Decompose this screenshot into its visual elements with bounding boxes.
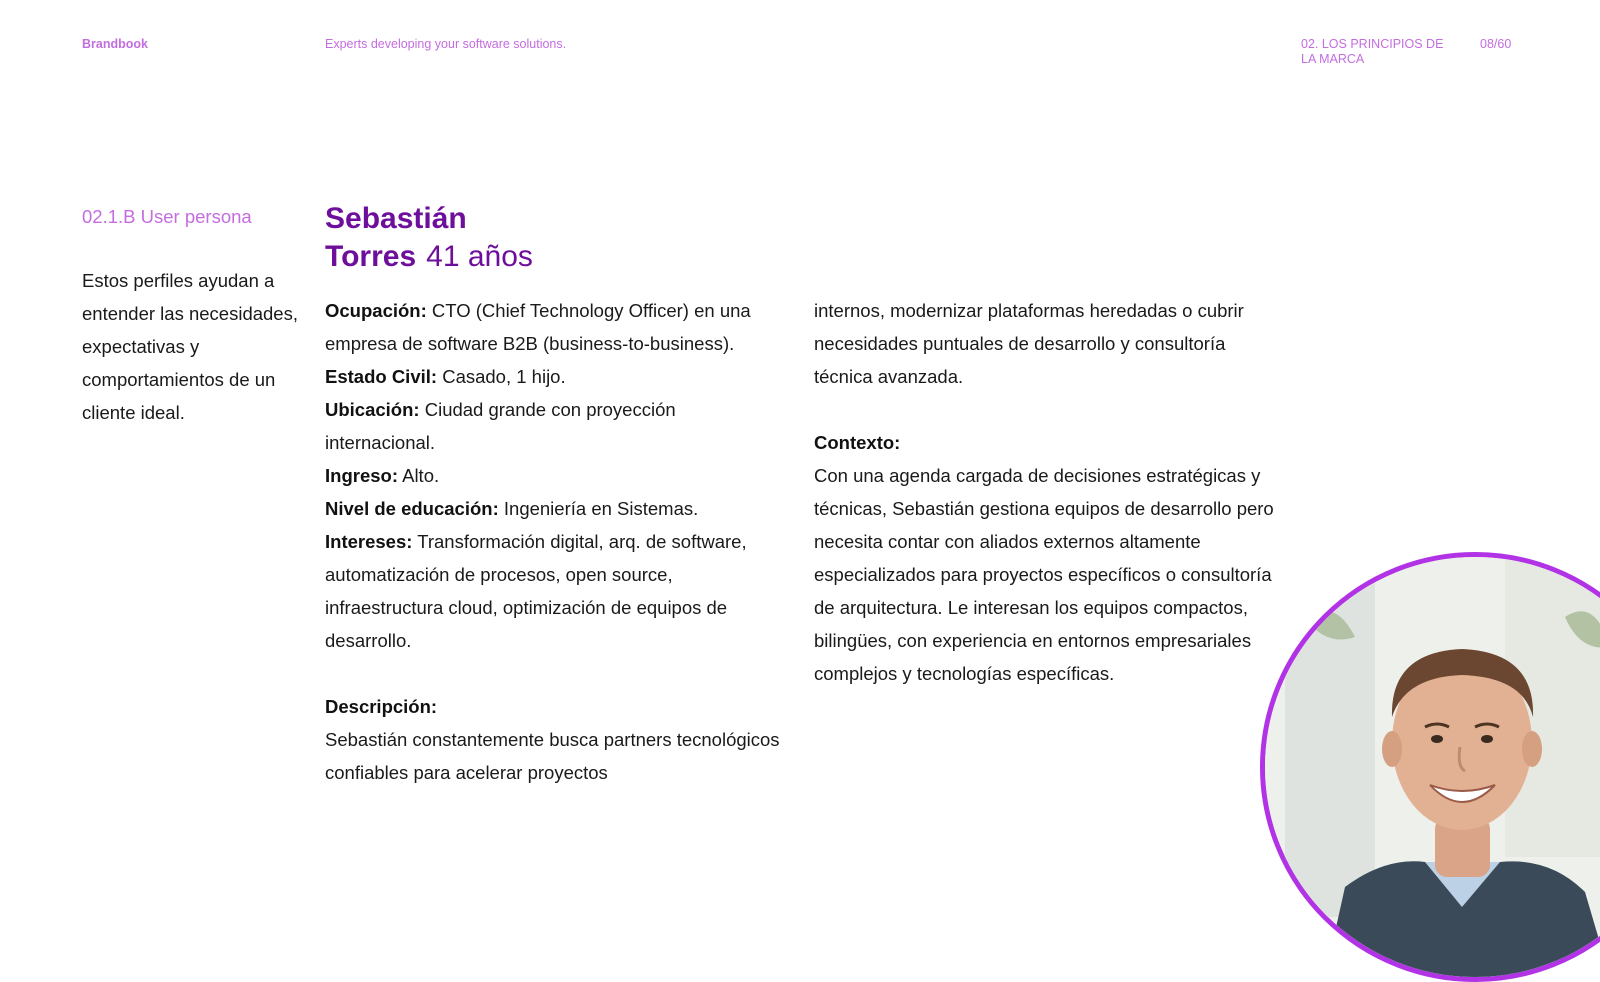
detail-value: Alto. xyxy=(402,465,440,486)
detail-value: Ingeniería en Sistemas. xyxy=(503,498,699,519)
section-title: 02. LOS PRINCIPIOS DE LA MARCA xyxy=(1301,37,1444,66)
detail-occupation xyxy=(325,294,785,360)
detail-label: Intereses: xyxy=(325,531,413,552)
persona-context-column xyxy=(814,294,1276,690)
context-label: Contexto: xyxy=(814,432,901,453)
detail-label: Estado Civil: xyxy=(325,366,438,387)
page-number: 08/60 xyxy=(1480,37,1512,51)
detail-value: Transformación digital, arq. de software, automatización de procesos, open source, infraestructura cloud, optimización de equipos de desarrollo. xyxy=(325,531,747,651)
detail-label: Nivel de educación: xyxy=(325,498,499,519)
description-text: Sebastián constantemente busca partners tecnológicos confiables para acelerar proyectos xyxy=(325,729,780,783)
detail-value: Casado, 1 hijo. xyxy=(442,366,566,387)
detail-location xyxy=(325,393,785,459)
persona-last-name: Torres xyxy=(325,240,417,273)
brand-name: Brandbook xyxy=(82,37,148,51)
description-label: Descripción: xyxy=(325,696,438,717)
detail-label: Ocupación: xyxy=(325,300,427,321)
section-label: 02.1.B User persona xyxy=(82,206,252,227)
detail-income xyxy=(325,459,785,492)
detail-marital-status xyxy=(325,360,785,393)
detail-value: Ciudad grande con proyección internacional. xyxy=(325,399,676,453)
intro-text: Estos perfiles ayudan a entender las necesidades, expectativas y comportamientos de un cliente ideal. xyxy=(82,270,298,423)
person-photo-icon xyxy=(1265,557,1600,977)
detail-label: Ubicación: xyxy=(325,399,420,420)
detail-label: Ingreso: xyxy=(325,465,398,486)
persona-name xyxy=(325,200,533,276)
tagline: Experts developing your software solutions. xyxy=(325,37,567,51)
persona-photo xyxy=(1260,552,1600,982)
detail-education xyxy=(325,492,785,525)
persona-age: 41 años xyxy=(426,240,533,273)
description-text-continued: internos, modernizar plataformas heredadas o cubrir necesidades puntuales de desarrollo y consultoría técnica avanzada. xyxy=(814,300,1244,387)
persona-details-column xyxy=(325,294,785,789)
detail-interests xyxy=(325,525,785,657)
context-text: Con una agenda cargada de decisiones estratégicas y técnicas, Sebastián gestiona equipos de desarrollo pero necesita contar con aliados externos altamente especializados para proyectos específicos o consultoría de arquitectura. Le interesan los equipos compactos, bilingües, con experiencia en entornos empresariales complejos y tecnologías específicas. xyxy=(814,465,1274,684)
persona-first-name: Sebastián xyxy=(325,202,467,235)
detail-value: CTO (Chief Technology Officer) en una empresa de software B2B (business-to-business). xyxy=(325,300,751,354)
